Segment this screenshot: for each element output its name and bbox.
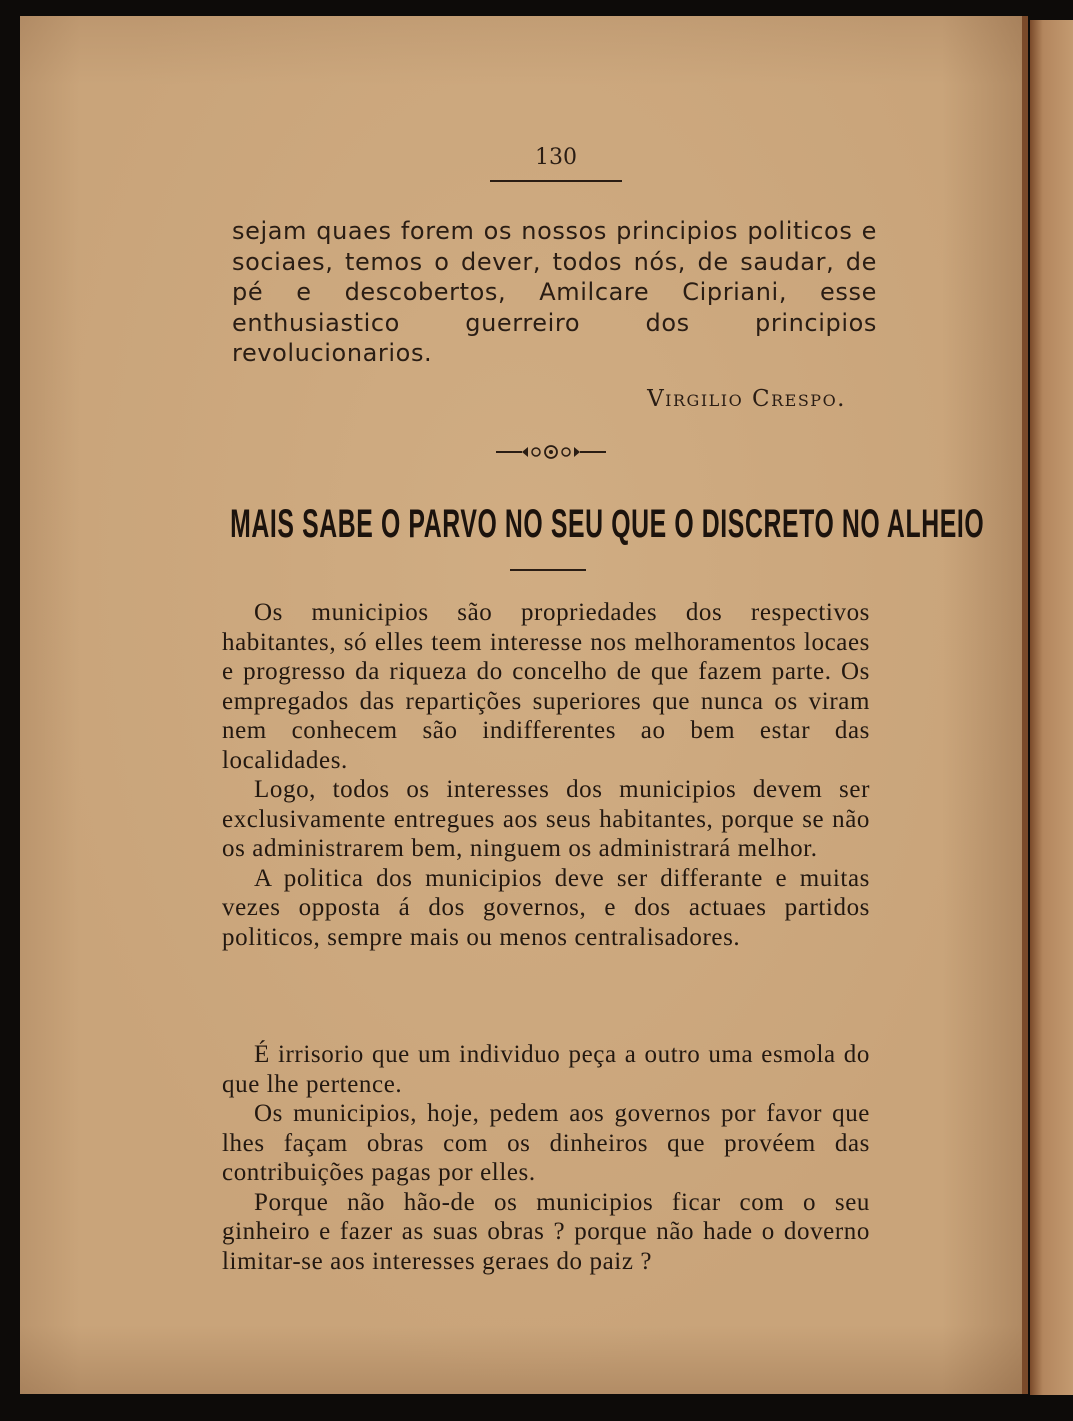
page-number: 130	[535, 145, 577, 170]
page-number-rule	[490, 180, 622, 182]
paragraph: Logo, todos os interesses dos municipios devem ser exclusivamente entregues aos seus habitantes, porque se não os administrarem bem, ninguem os administrará melhor.	[222, 776, 870, 862]
paragraph: É irrisorio que um individuo peça a outro uma esmola do que lhe pertence.	[222, 1041, 870, 1098]
adjacent-page-edge	[1030, 20, 1073, 1395]
paragraph: A politica dos municipios deve ser differante e muitas vezes opposta á dos governos, e dos actuaes partidos politicos, sempre mais ou menos centralisadores.	[222, 864, 870, 951]
article-heading	[230, 498, 985, 550]
article-body-part-1	[222, 598, 870, 952]
author-signature: Virgilio Crespo.	[647, 386, 846, 412]
paragraph: Porque não hão-de os municipios ficar com o seu ginheiro e fazer as suas obras ? porque não hade o doverno limitar-se aos interesses geraes do paiz ?	[222, 1188, 870, 1275]
article-body-part-2	[222, 1040, 870, 1276]
ornament-divider-icon	[496, 440, 606, 464]
paragraph: Os municipios são propriedades dos respectivos habitantes, só elles teem interesse nos melhoramentos locaes e progresso da riqueza do concelho de que fazem parte. Os empregados das repartições superiores que nunca os viram nem conhecem são indifferentes ao bem estar das localidades.	[222, 599, 870, 774]
paragraph: Os municipios, hoje, pedem aos governos por favor que lhes façam obras com os dinheiros que provéem das contribuições pagas por elles.	[222, 1100, 870, 1186]
upper-paragraph: sejam quaes forem os nossos principios politicos e sociaes, temos o dever, todos nós, de saudar, de pé e descobertos, Amilcare Cipriani, esse enthusiastico guerreiro dos principios revolucionarios.	[232, 217, 877, 367]
heading-rule	[510, 569, 586, 571]
article-heading-text: MAIS SABE O PARVO NO SEU QUE O DISCRETO NO ALHEIO	[230, 502, 985, 546]
